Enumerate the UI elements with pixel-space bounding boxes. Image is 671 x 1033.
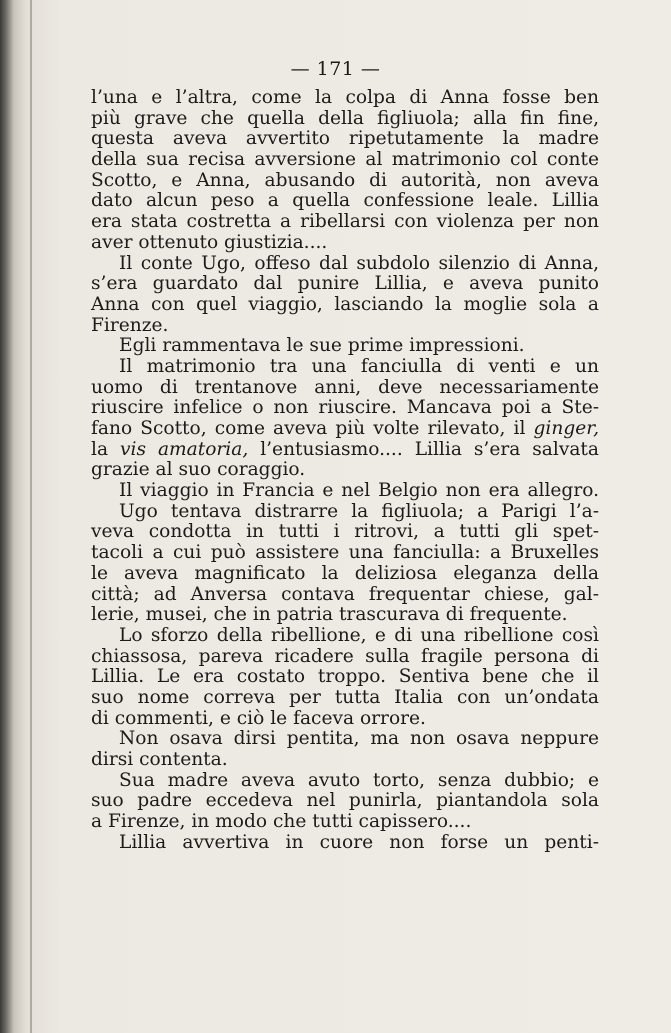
text-line: Scotto, e Anna, abusando di autorità, non aveva [91,169,599,191]
text-line: dirsi contenta. [91,749,228,770]
text-line: la vis amatoria, l’entusiasmo.... Lillia s’era salvata [91,438,599,460]
text-line: aver ottenuto giustizia.... [91,231,328,253]
text-line: Egli rammentava le sue prime impressioni. [119,335,525,357]
text-line: uomo di trentanove anni, deve necessariamente [91,376,599,398]
text-line: della sua recisa avversione al matrimonio col conte [91,149,599,171]
text-line: suo padre eccedeva nel punirla, piantandola sola [91,790,599,812]
text-line: Anna con quel viaggio, lasciando la moglie sola a [91,293,599,315]
text-line: era stata costretta a ribellarsi con violenza per non [91,211,599,233]
page-number: — 171 — [290,58,381,80]
text-line: l’una e l’altra, come la colpa di Anna fosse ben [91,87,599,108]
text-line: riuscire infelice o non riuscire. Mancava poi a Ste- [91,397,599,419]
text-line: fano Scotto, come aveva più volte rilevato, il ginger, [91,418,599,439]
text-line: s’era guardato dal punire Lillia, e aveva punito [91,273,599,295]
text-line: grazie al suo coraggio. [91,459,306,481]
text-line: Lillia avvertiva in cuore non forse un penti- [119,831,599,853]
text-line: Lo sforzo della ribellione, e di una ribellione così [119,624,599,646]
text-line: dato alcun peso a quella confessione leale. Lillia [91,190,599,212]
text-line: Firenze. [91,314,169,336]
text-line: Il conte Ugo, offeso dal subdolo silenzio di Anna, [119,252,599,274]
text-line: chiassosa, pareva ricadere sulla fragile persona di [91,645,599,667]
italic-phrase: vis amatoria, [120,438,249,460]
text-line: tacoli a cui può assistere una fanciulla: a Bruxelles [91,542,599,564]
text-line: questa aveva avvertito ripetutamente la madre [91,128,599,150]
text-line: città; ad Anversa contava frequentar chiese, gal- [91,583,599,605]
text-line: di commenti, e ciò le faceva orrore. [91,707,426,729]
text-line: le aveva magnificato la deliziosa eleganza della [91,562,599,584]
text-line: più grave che quella della figliuola; alla fin fine, [91,107,599,129]
text-line: lerie, musei, che in patria trascurava di frequente. [91,604,568,626]
text-line: Ugo tentava distrarre la figliuola; a Parigi l’a- [119,500,599,522]
text-line: suo nome correva per tutta Italia con un’ondata [91,686,599,708]
text-line: Il viaggio in Francia e nel Belgio non era allegro. [119,480,599,502]
text-line: Sua madre aveva avuto torto, senza dubbio; e [119,769,599,791]
text-line: veva condotta in tutti i ritrovi, a tutti gli spet- [91,521,599,543]
text-line: a Firenze, in modo che tutti capissero.... [91,811,472,833]
binding-gutter [30,0,32,1033]
italic-word: ginger, [533,418,599,439]
body-text [91,88,599,853]
text-line: Non osava dirsi pentita, ma non osava neppure [119,728,599,750]
text-line: Lillia. Le era costato troppo. Sentiva bene che il [91,666,599,688]
text-line: Il matrimonio tra una fanciulla di venti e un [119,355,599,377]
